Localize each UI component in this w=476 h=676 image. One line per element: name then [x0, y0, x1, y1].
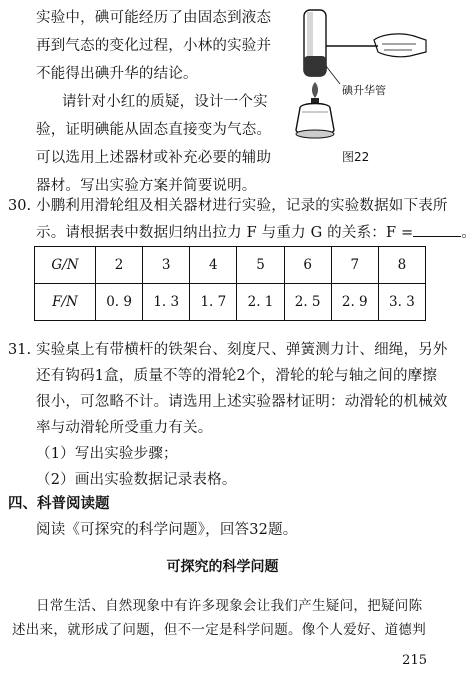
table-cell: 7: [331, 247, 378, 284]
table-header-g: G/N: [35, 247, 96, 284]
question-30-line-2-end: 。: [461, 225, 476, 241]
question-31-line-2: 还有钩码1盒，质量不等的滑轮2个，滑轮的轮与轴之间的摩擦: [36, 368, 438, 384]
table-cell: 1. 7: [190, 284, 237, 321]
question-30-line-2: [36, 222, 476, 243]
table-cell: 5: [237, 247, 284, 284]
question-31-number: 31.: [8, 342, 32, 358]
top-text-line-1: 实验中，碘可能经历了由固态到液态: [36, 10, 272, 26]
question-30-line-2-text: 示。请根据表中数据归纳出拉力 F 与重力 G 的关系：F =: [36, 225, 414, 241]
table-row-g: [35, 247, 426, 284]
table-cell: 2. 1: [237, 284, 284, 321]
table-cell: 4: [190, 247, 237, 284]
table-cell: 3: [143, 247, 190, 284]
figure-caption: 图22: [342, 150, 370, 164]
article-line-1: 日常生活、自然现象中有许多现象会让我们产生疑问，把疑问陈: [36, 598, 423, 614]
top-text-line-6: 可以选用上述器材或补充必要的辅助: [36, 150, 272, 166]
table-cell: 2. 5: [284, 284, 331, 321]
table-cell: 1. 3: [143, 284, 190, 321]
top-text-line-3: 不能得出碘升华的结论。: [36, 66, 198, 82]
question-31-line-4: 率与动滑轮所受重力有关。: [36, 420, 213, 436]
table-cell: 0. 9: [96, 284, 143, 321]
answer-blank[interactable]: [413, 222, 461, 237]
top-text-line-4: 请针对小红的质疑，设计一个实: [62, 94, 268, 110]
section-title: 四、科普阅读题: [8, 496, 110, 512]
table-row-f: [35, 284, 426, 321]
table-header-f: F/N: [35, 284, 96, 321]
question-30-line-1: 小鹏利用滑轮组及相关器材进行实验，记录的实验数据如下表所: [36, 198, 448, 214]
iodine-sublimation-figure: [282, 4, 432, 154]
table-cell: 2: [96, 247, 143, 284]
question-31-line-3: 很小，可忽略不计。请选用上述实验器材证明：动滑轮的机械效: [36, 394, 448, 410]
table-cell: 3. 3: [378, 284, 425, 321]
table-cell: 8: [378, 247, 425, 284]
article-title: 可探究的科学问题: [166, 559, 279, 575]
figure-label: 碘升华管: [342, 84, 386, 97]
top-text-line-7: 器材。写出实验方案并简要说明。: [36, 178, 257, 194]
top-text-line-5: 验，证明碘能从固态直接变为气态。: [36, 122, 272, 138]
question-30-number: 30.: [8, 198, 32, 214]
data-table: [34, 246, 426, 321]
reading-instruction: 阅读《可探究的科学问题》，回答32题。: [36, 522, 298, 538]
question-31-line-1: 实验桌上有带横杆的铁架台、刻度尺、弹簧测力计、细绳，另外: [36, 342, 448, 358]
table-cell: 6: [284, 247, 331, 284]
question-31-sub-2: （2）画出实验数据记录表格。: [36, 472, 237, 488]
table-cell: 2. 9: [331, 284, 378, 321]
page-number: 215: [402, 653, 427, 668]
article-line-2: 述出来，就形成了问题，但不一定是科学问题。像个人爱好、道德判: [12, 622, 426, 638]
question-31-sub-1: （1）写出实验步骤；: [36, 446, 178, 462]
top-text-line-2: 再到气态的变化过程，小林的实验并: [36, 38, 272, 54]
